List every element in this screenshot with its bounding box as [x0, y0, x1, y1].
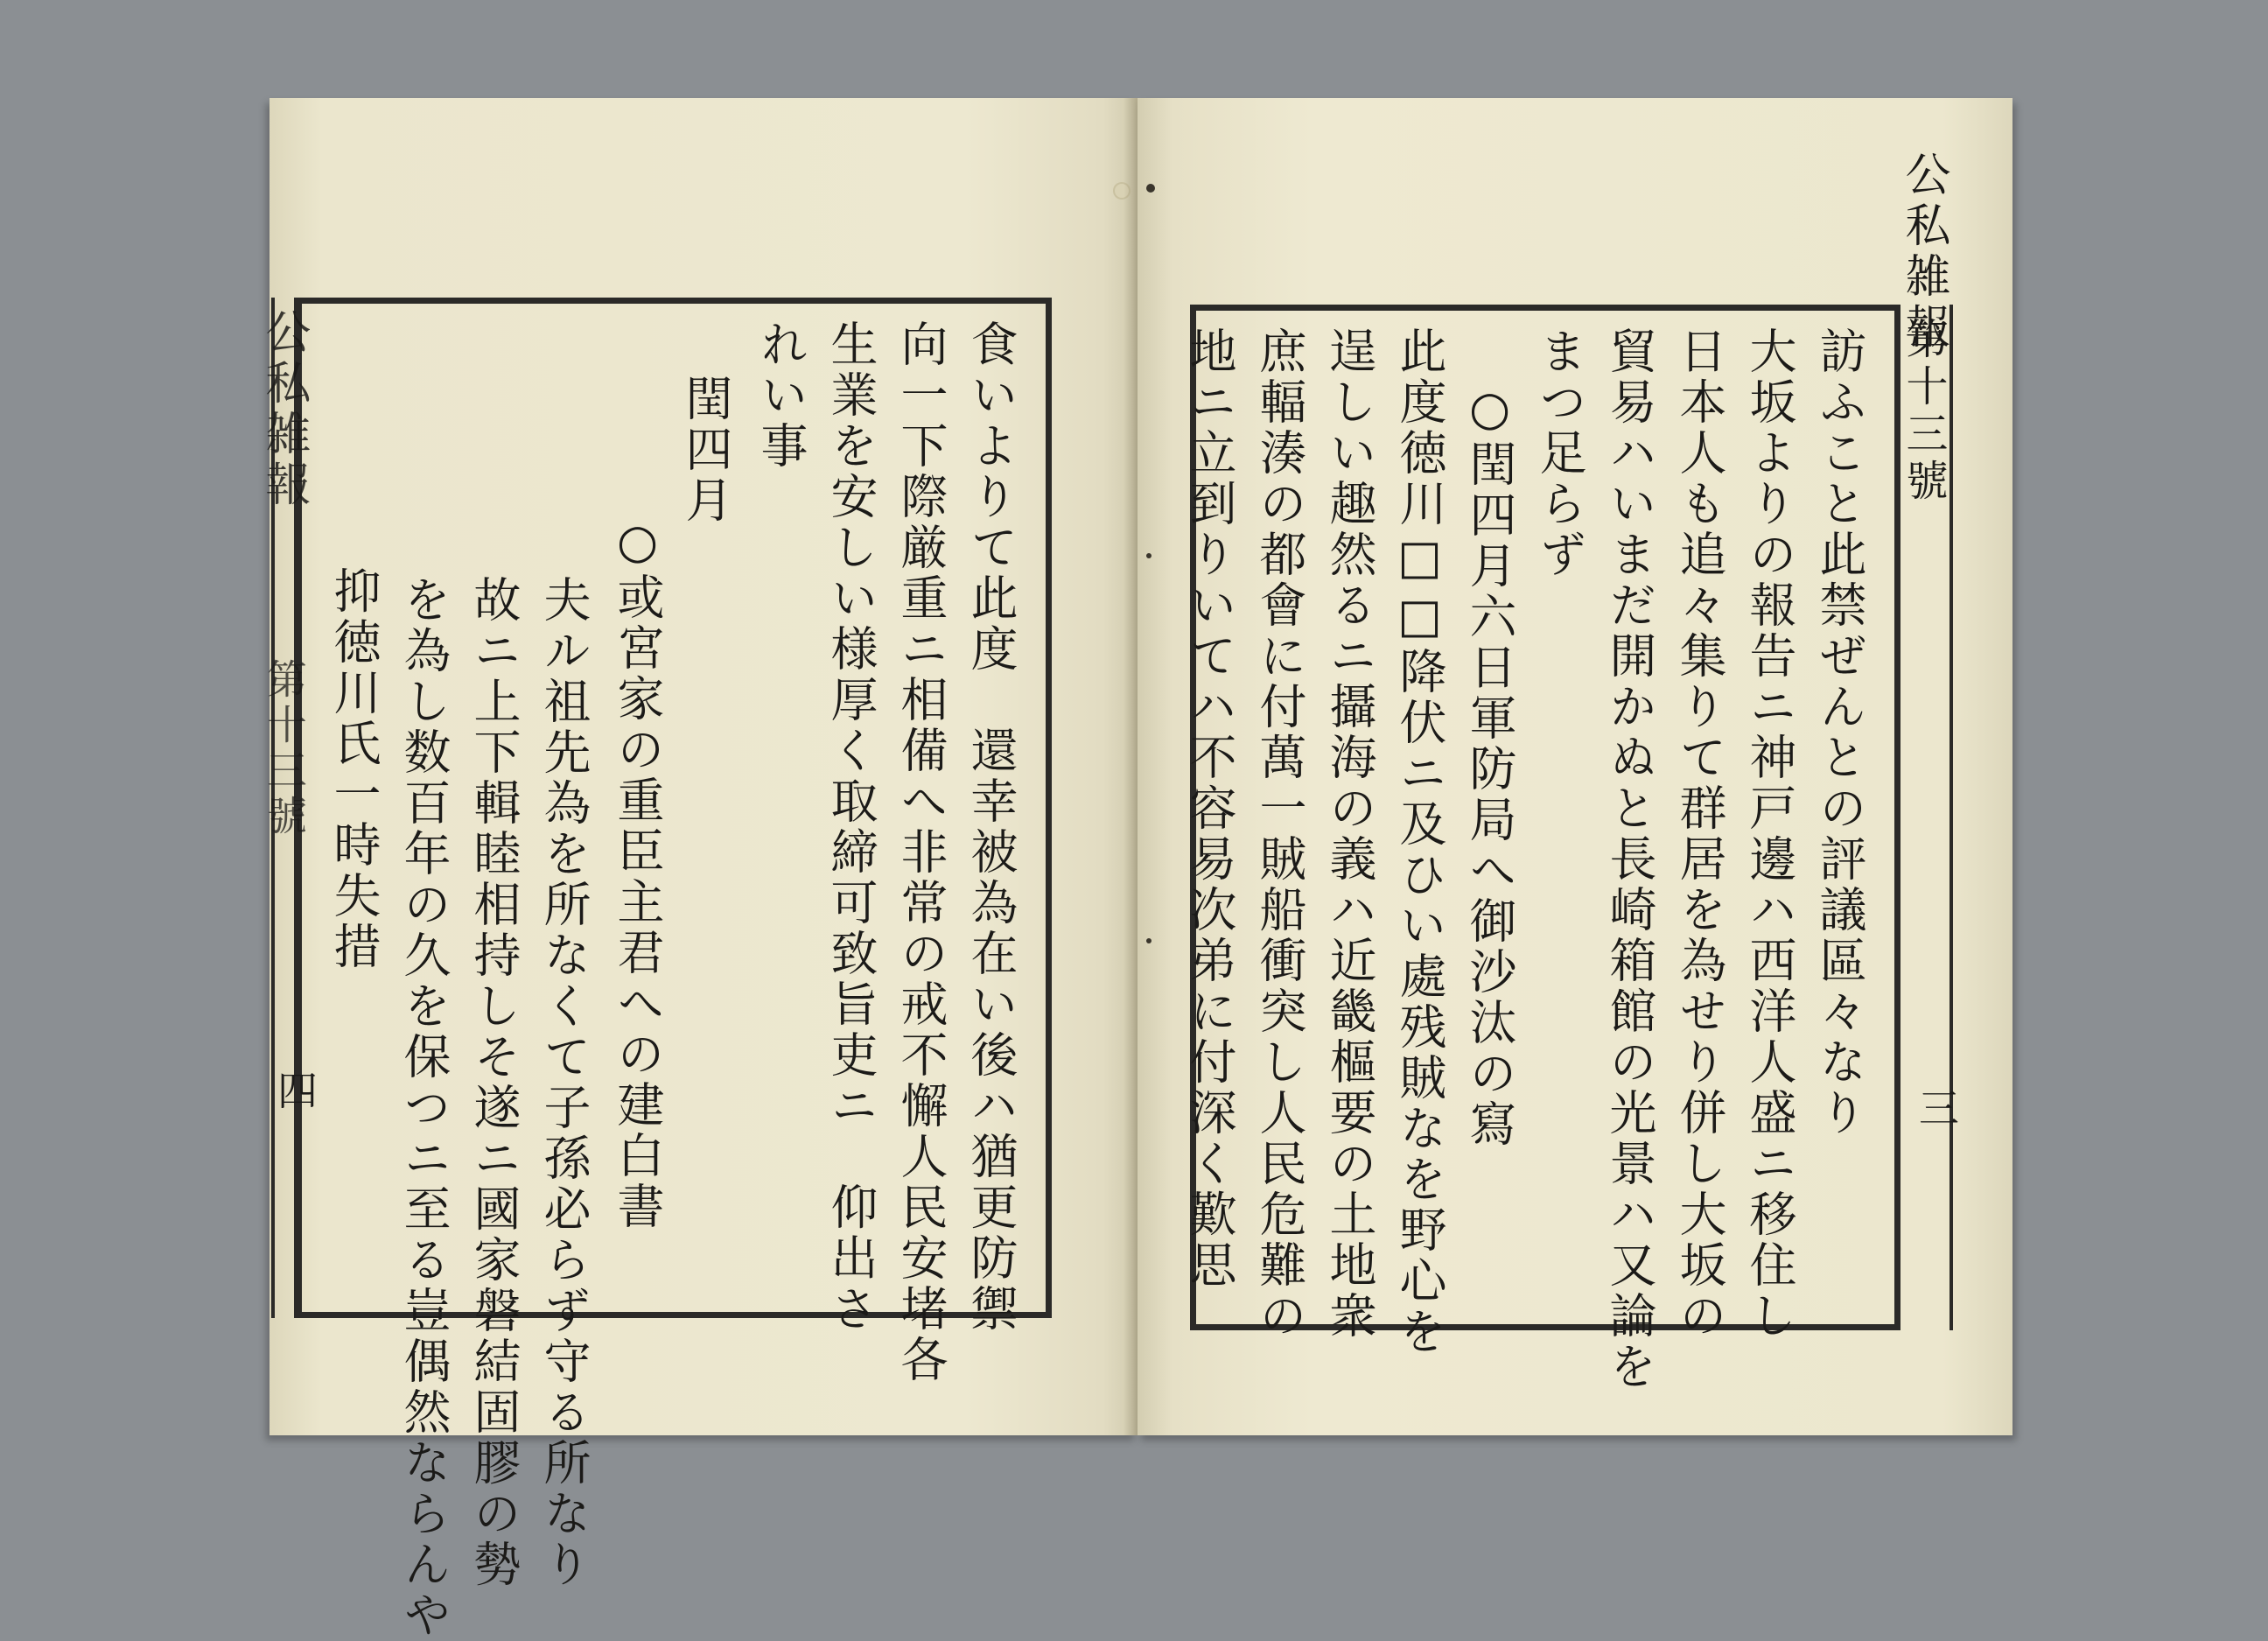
- left-text-frame: [296, 298, 1052, 1641]
- text-column: 抑徳川氏一時失措: [326, 566, 382, 972]
- text-column: まつ足らず: [1532, 326, 1587, 580]
- text-column: 日本人も追々集りて群居を為せり併し大坂の: [1672, 326, 1727, 1342]
- text-column: 地ニ立到りいてハ不容易次弟に付深く歎思: [1182, 326, 1237, 1291]
- left-page: [257, 98, 1138, 1641]
- text-column: 訪ふこと此禁ぜんとの評議區々なり: [1812, 326, 1867, 1139]
- right-page: [1138, 98, 2012, 1435]
- text-column: 食いよりて此度 還幸被為在い後ハ猶更防禦: [963, 319, 1018, 1335]
- margin-title: 公私雑報: [257, 308, 310, 511]
- binding-hole: [1146, 184, 1155, 193]
- text-column: を為し数百年の久を保つニ至る豈偶然ならんや: [396, 575, 452, 1641]
- open-book: [257, 98, 2012, 1641]
- page-number: 三: [1913, 1087, 1960, 1127]
- text-column: 大坂よりの報告ニ神戸邊ハ西洋人盛ニ移住し: [1742, 326, 1797, 1342]
- text-column: 庶輻湊の都會に付萬一賊船衝突し人民危難の: [1252, 326, 1307, 1342]
- text-column: 逞しい趣然るニ攝海の義ハ近畿樞要の土地衆: [1322, 326, 1377, 1342]
- right-text-frame: [1182, 305, 1900, 1392]
- text-column: 故ニ上下輯睦相持しそ遂ニ國家磐結固膠の勢: [466, 575, 522, 1590]
- text-column: れい事: [753, 319, 808, 472]
- text-column: 生業を安しい様厚く取締可致旨吏ニ 仰出さ: [823, 319, 878, 1335]
- binding-hole: [1146, 553, 1152, 558]
- text-column: 此度徳川□□降伏ニ及ひい處残賊なを野心を: [1392, 326, 1447, 1357]
- binding-hole: [1146, 938, 1152, 943]
- text-column: 向一下際厳重ニ相備へ非常の戒不懈人民安堵各: [893, 319, 948, 1385]
- margin-issue: 第十三號: [261, 658, 308, 840]
- page-number: 四: [271, 1069, 318, 1110]
- margin-title: 公私雑報: [1897, 151, 1950, 354]
- text-column: 貿易ハいまだ開かぬと長崎箱館の光景ハ又論を: [1602, 326, 1657, 1392]
- margin-issue: 第十三號: [1899, 317, 1948, 506]
- notice-heading: ○閏四月六日軍防局へ御沙汰の寫: [1462, 381, 1517, 1150]
- date-heading: 閏四月: [678, 374, 733, 526]
- text-column: 夫ル祖先為を所なくて子孫必らず守る所なり: [536, 575, 592, 1590]
- text-column: ○或宮家の重臣主君への建白書: [610, 514, 665, 1232]
